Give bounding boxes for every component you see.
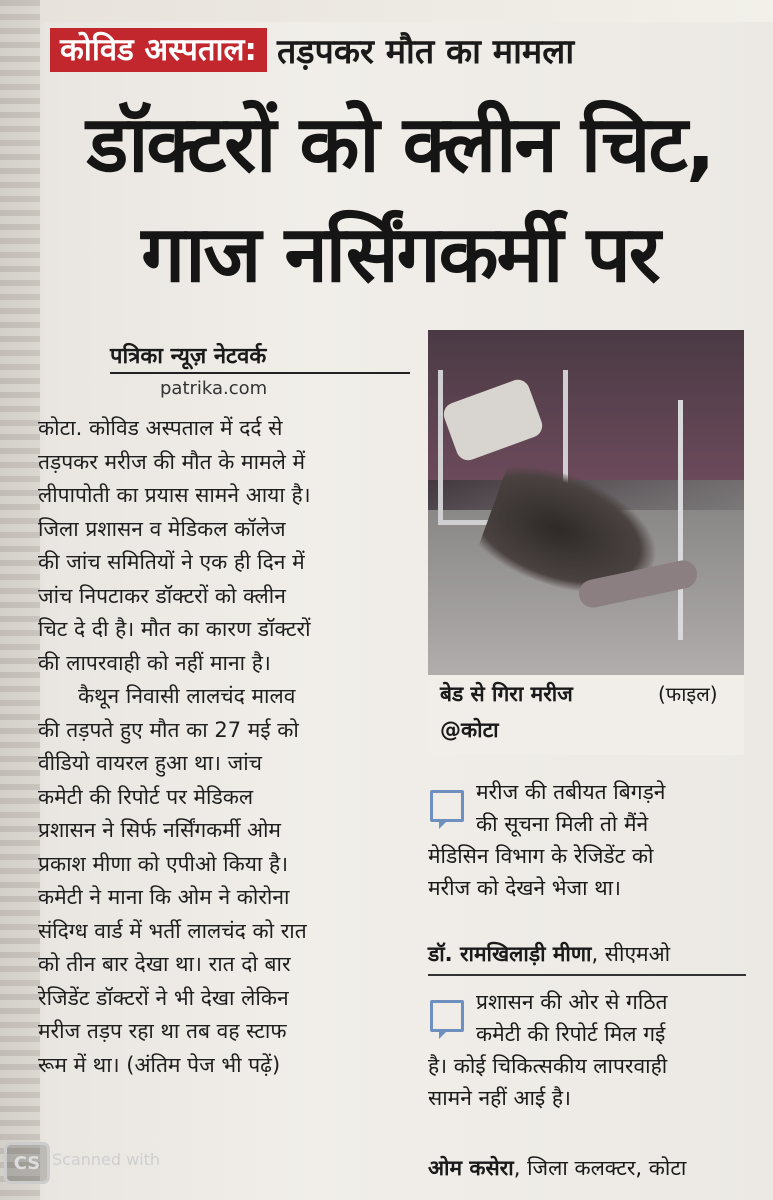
- body-line: मरीज तड़प रहा था तब वह स्टाफ: [38, 1019, 287, 1043]
- photo-credit: @कोटा: [440, 718, 499, 742]
- quote-rule: [428, 974, 746, 976]
- headline-line-1: डॉक्टरों को क्लीन चिट,: [86, 100, 714, 190]
- quote-line: कमेटी की रिपोर्ट मिल गई: [476, 1022, 666, 1046]
- body-line: रूम में था। (अंतिम पेज भी पढ़ें): [38, 1052, 281, 1077]
- body-line: कैथून निवासी लालचंद मालव: [78, 684, 296, 708]
- body-line: जांच निपटाकर डॉक्टरों को क्लीन: [38, 583, 286, 608]
- page-binding-edge: [0, 0, 40, 1200]
- photo-caption: बेड से गिरा मरीज: [440, 682, 573, 706]
- quote-line: मरीज की तबीयत बिगड़ने: [476, 780, 666, 804]
- quote-1-role: , सीएमओ: [591, 942, 671, 966]
- quote-2-role: , जिला कलक्टर, कोटा: [513, 1156, 687, 1180]
- body-line: कमेटी ने माना कि ओम ने कोरोना: [38, 885, 290, 909]
- body-line: तड़पकर मरीज की मौत के मामले में: [38, 449, 306, 474]
- quote-2-attribution: [428, 1154, 686, 1182]
- body-line: चिट दे दी है। मौत का कारण डॉक्टरों: [38, 617, 311, 641]
- quote-1-name: डॉ. रामखिलाड़ी मीणा: [428, 942, 592, 966]
- quote-line: है। कोई चिकित्सकीय लापरवाही: [428, 1054, 668, 1078]
- quote-line: सामने नहीं आई है।: [428, 1086, 572, 1110]
- body-line: वीडियो वायरल हुआ था। जांच: [38, 751, 263, 775]
- headline-line-2: गाज नर्सिंगकर्मी पर: [141, 210, 659, 300]
- body-line: की लापरवाही को नहीं माना है।: [38, 650, 271, 675]
- body-line: कोटा. कोविड अस्पताल में दर्द से: [38, 416, 283, 440]
- byline: पत्रिका न्यूज़ नेटवर्क: [110, 344, 267, 369]
- website: patrika.com: [160, 378, 268, 399]
- quote-2: [428, 986, 748, 1114]
- quote-line: प्रशासन की ओर से गठित: [476, 990, 668, 1014]
- scanner-watermark: Scanned with: [52, 1150, 161, 1169]
- article-body: [38, 412, 418, 1082]
- body-line: की जांच समितियों ने एक ही दिन में: [38, 550, 305, 574]
- news-photo: [428, 330, 744, 675]
- kicker: [50, 26, 574, 74]
- top-strip: [40, 0, 773, 22]
- photo-tag: (फाइल): [658, 682, 718, 706]
- camscanner-logo: CS: [4, 1142, 50, 1184]
- body-line: प्रकाश मीणा को एपीओ किया है।: [38, 851, 289, 876]
- body-line: प्रशासन ने सिर्फ नर्सिंगकर्मी ओम: [38, 818, 281, 842]
- body-line: की तड़पते हुए मौत का 27 मई को: [38, 717, 299, 742]
- quote-line: मेडिसिन विभाग के रेजिडेंट को: [428, 844, 654, 868]
- photo-bed-right: [678, 400, 744, 640]
- quote-line: की सूचना मिली तो मैंने: [476, 812, 649, 836]
- kicker-subtitle: तड़पकर मौत का मामला: [276, 32, 575, 72]
- quote-1: [428, 776, 748, 904]
- body-line: लीपापोती का प्रयास सामने आया है।: [38, 483, 311, 507]
- quote-line: मरीज को देखने भेजा था।: [428, 876, 622, 900]
- quote-1-attribution: [428, 940, 670, 968]
- byline-rule: [110, 372, 410, 374]
- body-line: जिला प्रशासन व मेडिकल कॉलेज: [38, 516, 286, 541]
- body-line: संदिग्ध वार्ड में भर्ती लालचंद को रात: [38, 918, 307, 943]
- body-line: कमेटी की रिपोर्ट पर मेडिकल: [38, 784, 254, 809]
- body-line: को तीन बार देखा था। रात दो बार: [38, 952, 291, 976]
- quote-2-name: ओम कसेरा: [428, 1156, 514, 1180]
- body-line: रेजिडेंट डॉक्टरों ने भी देखा लेकिन: [38, 985, 289, 1010]
- kicker-red-label: कोविड अस्पताल:: [50, 28, 267, 72]
